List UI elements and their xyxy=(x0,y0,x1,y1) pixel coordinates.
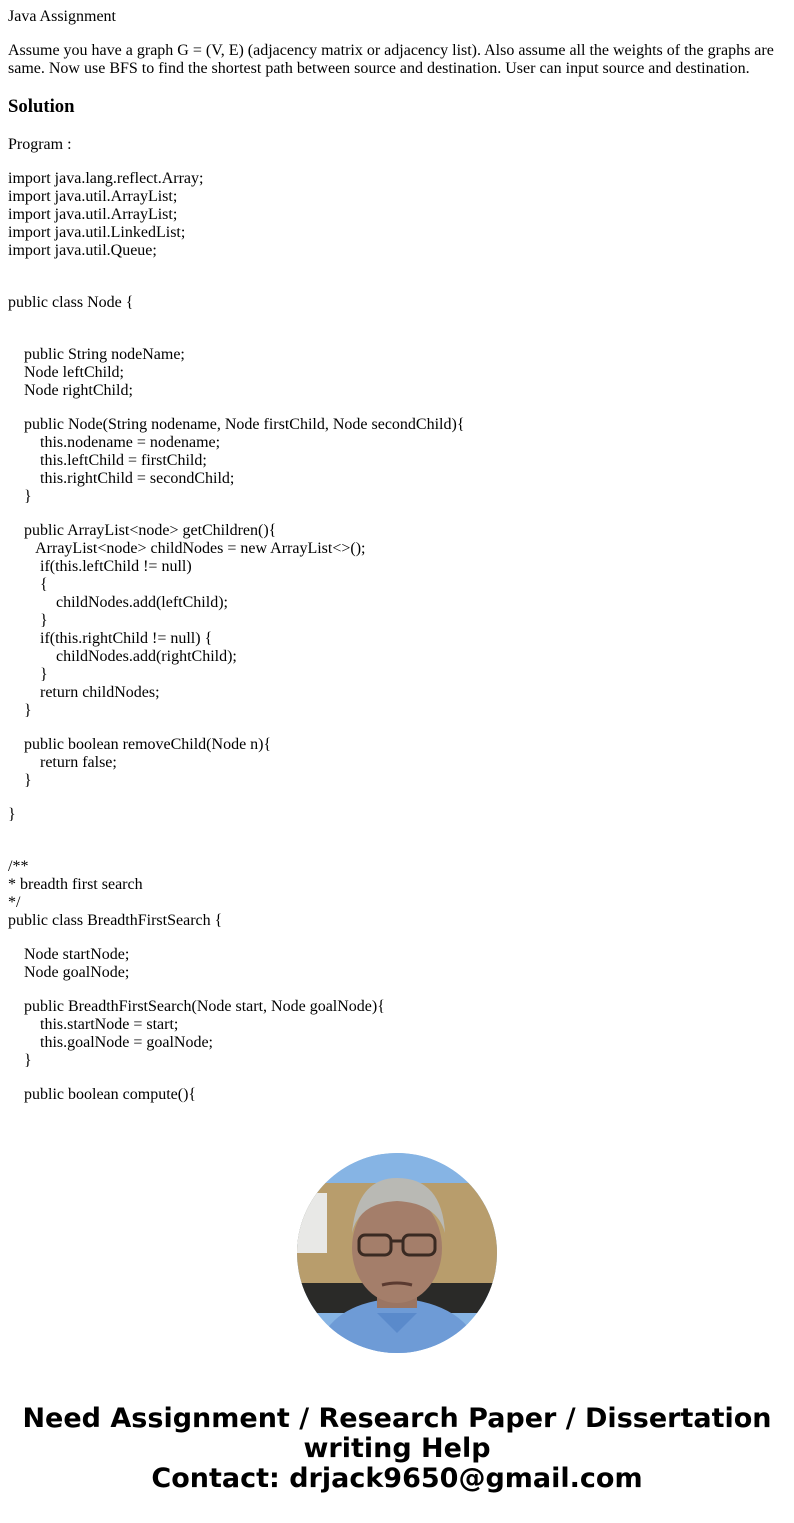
author-photo xyxy=(297,1153,497,1353)
code-block xyxy=(8,1086,786,1104)
program-label: Program : xyxy=(8,136,72,153)
code-line: public ArrayList<node> getChildren(){ xyxy=(8,522,277,539)
code-line: } xyxy=(8,1052,32,1069)
code-line: public class Node { xyxy=(8,294,134,311)
code-line: /** xyxy=(8,858,29,875)
document-title: Java Assignment xyxy=(8,8,116,25)
code-line: } xyxy=(8,612,48,629)
code-line: } xyxy=(8,666,48,683)
code-line: this.goalNode = goalNode; xyxy=(8,1034,213,1051)
contact-banner xyxy=(0,1404,794,1494)
document-body xyxy=(8,8,786,1120)
code-line: public Node(String nodename, Node firstChild, Node secondChild){ xyxy=(8,416,465,433)
banner-line-1: Need Assignment / Research Paper / Dissertation xyxy=(22,1403,772,1434)
code-line: } xyxy=(8,772,32,789)
code-block xyxy=(8,170,786,260)
code-line: import java.util.ArrayList; xyxy=(8,188,178,205)
code-line: this.leftChild = firstChild; xyxy=(8,452,207,469)
code-line: this.nodename = nodename; xyxy=(8,434,221,451)
code-line xyxy=(8,328,786,346)
code-line: Node rightChild; xyxy=(8,382,133,399)
code-line: import java.lang.reflect.Array; xyxy=(8,170,204,187)
code-line: public class BreadthFirstSearch { xyxy=(8,912,223,929)
code-line: { xyxy=(8,576,48,593)
code-block xyxy=(8,806,786,824)
code-block xyxy=(8,276,786,312)
code-line: this.rightChild = secondChild; xyxy=(8,470,235,487)
code-line: ArrayList<node> childNodes = new ArrayList<>(); xyxy=(8,540,366,557)
code-line: } xyxy=(8,488,32,505)
code-line: Node startNode; xyxy=(8,946,130,963)
code-line: public BreadthFirstSearch(Node start, Node goalNode){ xyxy=(8,998,385,1015)
code-line: */ xyxy=(8,894,21,911)
code-line: import java.util.LinkedList; xyxy=(8,224,186,241)
code-line: if(this.leftChild != null) xyxy=(8,558,192,575)
banner-line-2: writing Help xyxy=(303,1433,491,1464)
code-line: public String nodeName; xyxy=(8,346,185,363)
code-line xyxy=(8,840,786,858)
banner-contact: Contact: drjack9650@gmail.com xyxy=(151,1463,643,1494)
code-line: return false; xyxy=(8,754,117,771)
code-line: return childNodes; xyxy=(8,684,160,701)
code-block xyxy=(8,840,786,930)
solution-heading: Solution xyxy=(8,96,75,117)
code-line: this.startNode = start; xyxy=(8,1016,179,1033)
code-line: childNodes.add(rightChild); xyxy=(8,648,237,665)
code-block xyxy=(8,946,786,982)
code-line: } xyxy=(8,702,32,719)
code-listing xyxy=(8,170,786,1104)
code-block xyxy=(8,328,786,400)
code-line: import java.util.Queue; xyxy=(8,242,157,259)
code-block xyxy=(8,998,786,1070)
code-line: Node leftChild; xyxy=(8,364,124,381)
question-text: Assume you have a graph G = (V, E) (adjacency matrix or adjacency list). Also assume all the weights of the graphs are same. Now use BFS to find the shortest path between source and destination. User can input source and destination. xyxy=(8,42,774,77)
code-line: import java.util.ArrayList; xyxy=(8,206,178,223)
code-line xyxy=(8,276,786,294)
code-line: if(this.rightChild != null) { xyxy=(8,630,213,647)
code-line: } xyxy=(8,806,16,823)
code-line: childNodes.add(leftChild); xyxy=(8,594,228,611)
code-line: Node goalNode; xyxy=(8,964,130,981)
code-block xyxy=(8,416,786,506)
code-line: public boolean compute(){ xyxy=(8,1086,197,1103)
code-line: * breadth first search xyxy=(8,876,143,893)
code-block xyxy=(8,522,786,720)
code-line: public boolean removeChild(Node n){ xyxy=(8,736,272,753)
code-block xyxy=(8,736,786,790)
